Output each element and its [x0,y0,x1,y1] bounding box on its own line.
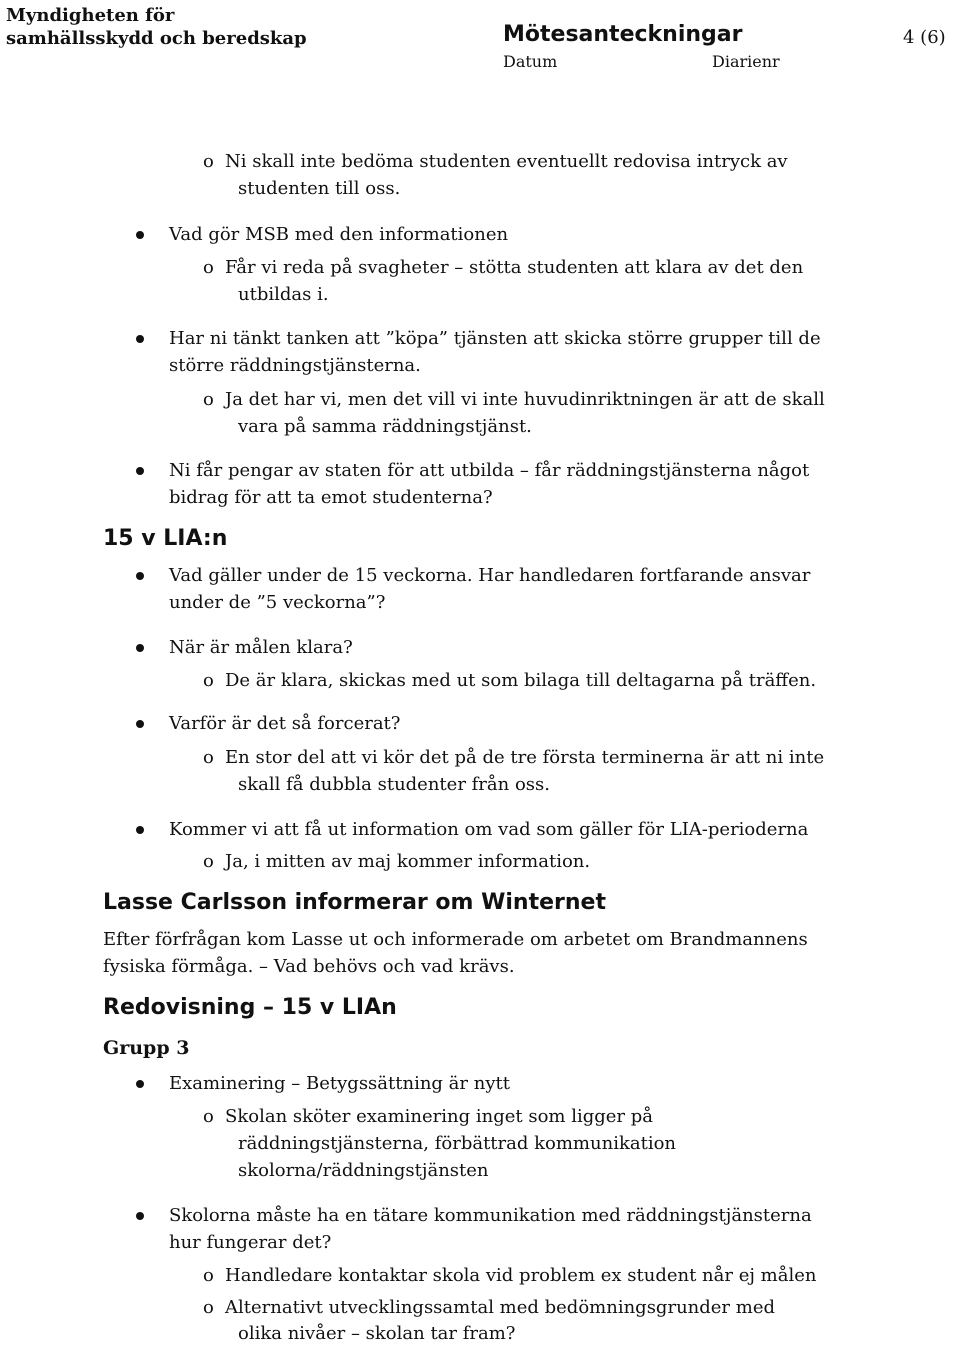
sub-item-text: Skolan sköter examinering inget som ligger på [225,1106,654,1127]
sub-bullet-marker: o [203,1265,214,1286]
sub-item-text: En stor del att vi kör det på de tre första terminerna är att ni inte [225,747,825,768]
subheading-grupp: Grupp 3 [103,1037,190,1059]
bullet-item-text: Examinering – Betygssättning är nytt [169,1073,510,1094]
bullet-item-text: bidrag för att ta emot studenterna? [169,487,493,508]
bullet-marker [136,231,144,239]
bullet-marker [136,335,144,343]
sub-item-text: räddningstjänsterna, förbättrad kommunikation [238,1133,677,1154]
bullet-marker [136,1212,144,1220]
bullet-marker [136,1080,144,1088]
sub-item-text: skall få dubbla studenter från oss. [238,774,550,795]
organization-name-line1: Myndigheten för [6,5,175,26]
organization-name [6,4,307,50]
bullet-item-text: Kommer vi att få ut information om vad som gäller för LIA-perioderna [169,819,809,840]
bullet-item-text: Vad gäller under de 15 veckorna. Har handledaren fortfarande ansvar [169,565,811,586]
bullet-marker [136,826,144,834]
bullet-item-text: Varför är det så forcerat? [169,713,401,734]
bullet-item-text: Skolorna måste ha en tätare kommunikation med räddningstjänsterna [169,1205,812,1226]
sub-item-text: De är klara, skickas med ut som bilaga till deltagarna på träffen. [225,670,817,691]
sub-bullet-marker: o [203,151,214,172]
bullet-item-text: Har ni tänkt tanken att ”köpa” tjänsten att skicka större grupper till de [169,328,821,349]
sub-bullet-marker: o [203,257,214,278]
bullet-marker [136,572,144,580]
sub-bullet-marker: o [203,1106,214,1127]
bullet-item-text: När är målen klara? [169,637,353,658]
sub-bullet-marker: o [203,851,214,872]
bullet-item-text: Ni får pengar av staten för att utbilda – får räddningstjänsterna något [169,460,810,481]
organization-name-line2: samhällsskydd och beredskap [6,28,307,49]
datum-label: Datum [503,52,558,71]
document-title: Mötesanteckningar [503,22,743,47]
bullet-item-text: under de ”5 veckorna”? [169,592,386,613]
sub-item-text: Handledare kontaktar skola vid problem ex student når ej målen [225,1265,817,1286]
sub-item-text: Alternativt utvecklingssamtal med bedömningsgrunder med [225,1297,775,1318]
sub-item-text: olika nivåer – skolan tar fram? [238,1323,516,1344]
sub-bullet-marker: o [203,747,214,768]
sub-item-text: Ni skall inte bedöma studenten eventuellt redovisa intryck av [225,151,788,172]
bullet-marker [136,644,144,652]
section-heading-lia: 15 v LIA:n [103,526,228,551]
section-heading-winternet: Lasse Carlsson informerar om Winternet [103,890,606,915]
sub-bullet-marker: o [203,389,214,410]
paragraph-text: Efter förfrågan kom Lasse ut och informerade om arbetet om Brandmannens [103,929,808,950]
sub-bullet-marker: o [203,1297,214,1318]
diarienr-label: Diarienr [712,52,780,71]
sub-item-text: skolorna/räddningstjänsten [238,1160,489,1181]
sub-bullet-marker: o [203,670,214,691]
page-number: 4 (6) [903,27,946,48]
bullet-item-text: större räddningstjänsterna. [169,355,421,376]
sub-item-text: utbildas i. [238,284,329,305]
sub-item-text: Ja, i mitten av maj kommer information. [225,851,591,872]
bullet-item-text: hur fungerar det? [169,1232,332,1253]
sub-item-text: studenten till oss. [238,178,401,199]
sub-item-text: vara på samma räddningstjänst. [238,416,532,437]
sub-item-text: Ja det har vi, men det vill vi inte huvudinriktningen är att de skall [225,389,825,410]
bullet-item-text: Vad gör MSB med den informationen [169,224,509,245]
bullet-marker [136,720,144,728]
sub-item-text: Får vi reda på svagheter – stötta studenten att klara av det den [225,257,804,278]
paragraph-text: fysiska förmåga. – Vad behövs och vad krävs. [103,956,515,977]
bullet-marker [136,467,144,475]
section-heading-redovisning: Redovisning – 15 v LIAn [103,995,397,1020]
